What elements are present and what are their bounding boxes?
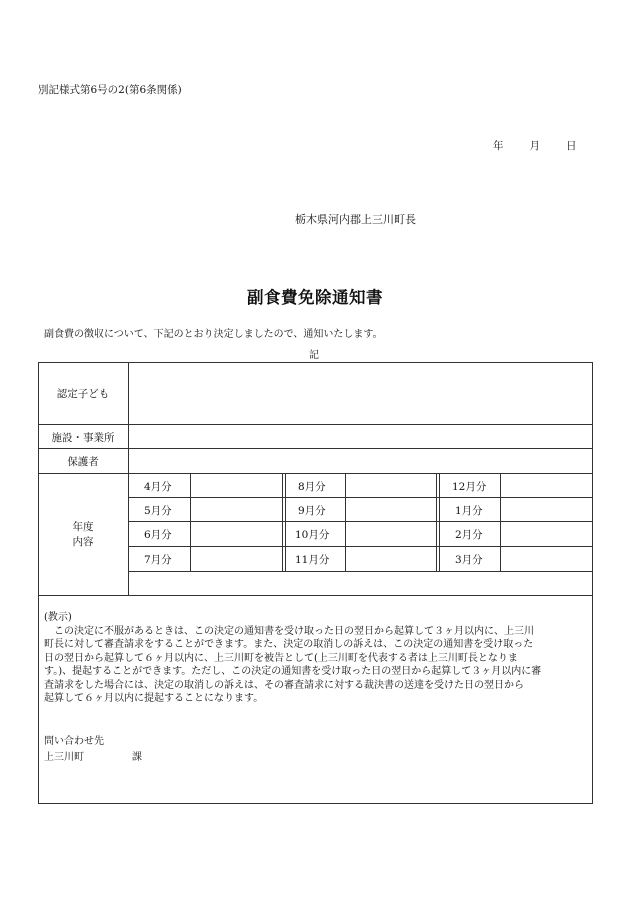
- month-label: 2月分: [455, 529, 483, 541]
- date-day: 日: [566, 140, 577, 152]
- content-label-content: 内容: [72, 536, 94, 548]
- date-year: 年: [493, 140, 504, 152]
- month-label: 12月分: [452, 481, 487, 493]
- form-reference: 別記様式第6号の2(第6条関係): [38, 84, 182, 96]
- table-rule: [190, 473, 191, 571]
- month-label: 5月分: [144, 505, 172, 517]
- contact-town: 上三川町: [44, 752, 84, 763]
- table-rule: [38, 595, 593, 596]
- month-label: 6月分: [144, 529, 172, 541]
- table-rule: [345, 473, 346, 571]
- intro-text: 副食費の徴収について、下記のとおり決定しましたので、通知いたします。: [44, 329, 383, 340]
- table-rule: [128, 521, 593, 522]
- document-title: 副食費免除通知書: [247, 288, 383, 307]
- month-label: 11月分: [295, 554, 330, 566]
- month-label: 3月分: [455, 554, 483, 566]
- table-rule: [436, 473, 437, 571]
- notice-line: 日の翌日から起算して６ヶ月以内に、上三川町を被告として(上三川町を代表する者は上三川町長となりま: [44, 652, 518, 664]
- table-rule: [128, 362, 129, 595]
- form-table: [38, 362, 593, 804]
- table-rule: [38, 424, 593, 425]
- notice-heading: (教示): [44, 612, 72, 623]
- table-rule: [128, 571, 593, 572]
- contact-heading: 問い合わせ先: [44, 736, 104, 747]
- notice-line: 査請求をした場合には、決定の取消しの訴えは、その審査請求に対する裁決書の送達を受けた日の翌日から: [44, 679, 524, 691]
- notice-block: [44, 611, 592, 706]
- month-label: 4月分: [144, 481, 172, 493]
- notice-line: 町長に対して審査請求をすることができます。また、決定の取消しの訴えは、この決定の通知書を受け取った: [44, 639, 534, 650]
- table-rule: [128, 546, 593, 547]
- notice-line: 起算して６ヶ月以内に提起することになります。: [44, 693, 264, 704]
- table-rule: [282, 473, 283, 571]
- month-label: 9月分: [298, 505, 326, 517]
- ki-marker: 記: [309, 350, 319, 361]
- table-rule: [38, 473, 593, 474]
- table-rule: [128, 497, 593, 498]
- contact-department: 課: [132, 752, 142, 763]
- table-rule: [285, 473, 286, 571]
- table-rule: [500, 473, 501, 571]
- month-label: 8月分: [298, 481, 326, 493]
- child-label: 認定子ども: [56, 388, 110, 400]
- content-label-year: 年度: [72, 521, 94, 533]
- month-label: 7月分: [144, 554, 172, 566]
- facility-label: 施設・事業所: [51, 432, 115, 444]
- issuer-name: 栃木県河内郡上三川町長: [295, 213, 416, 226]
- notice-line: す。)、提起することができます。ただし、この決定の通知書を受け取った日の翌日から起算して３ヶ月以内に審: [44, 666, 542, 677]
- month-label: 10月分: [295, 529, 330, 541]
- date-month: 月: [529, 140, 540, 152]
- date-line: [493, 138, 577, 153]
- month-label: 1月分: [455, 505, 483, 517]
- table-rule: [439, 473, 440, 571]
- table-rule: [38, 448, 593, 449]
- guardian-label: 保護者: [67, 456, 99, 468]
- notice-line: この決定に不服があるときは、この決定の通知書を受け取った日の翌日から起算して３ヶ月以内に、上三川: [44, 625, 534, 637]
- content-label: [38, 520, 128, 550]
